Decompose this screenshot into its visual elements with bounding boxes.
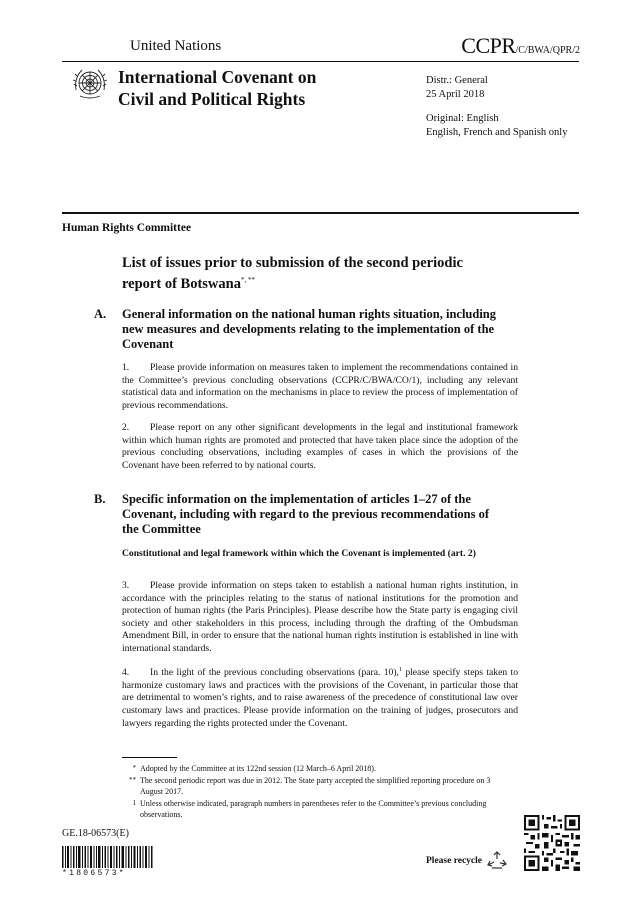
ge-number: GE.18-06573(E) [62,828,129,839]
recycle-icon [486,850,508,872]
paragraph-number: 4. [122,667,130,679]
un-emblem-icon [70,64,110,104]
barcode-icon [62,846,154,868]
section-b-title: Specific information on the implementation of articles 1–27 of the Covenant, including with regard to the previous recommendations of the Committee [122,492,490,536]
recycle-label: Please recycle [426,856,482,866]
paragraph-number: 2. [122,422,130,433]
barcode-number: *1806573* [62,869,126,878]
paragraph-number: 3. [122,580,130,591]
footnote-text: Adopted by the Committee at its 122nd session (12 March–6 April 2018). [140,764,376,773]
document-symbol [461,33,580,59]
title-footnote-marks: *, ** [240,276,255,284]
language-block [426,112,567,140]
section-a-letter: A. [94,307,107,321]
paragraph-2 [122,422,518,472]
footnote [122,775,512,797]
symbol-suffix: /C/BWA/QPR/2 [515,45,580,56]
footnote [122,763,512,774]
footnote-text: Unless otherwise indicated, paragraph numbers in parentheses refer to the Committee’s previous concluding observations. [140,799,487,819]
document-title-line1: List of issues prior to submission of the second periodic [122,255,463,271]
paragraph-number: 1. [122,362,130,373]
subsection-heading: Constitutional and legal framework within which the Covenant is implemented (art. 2) [122,548,476,559]
document-title-line2: report of Botswana [122,275,241,292]
footnote-mark: ** [129,776,136,784]
paragraph-text: Please provide information on measures taken to implement the recommendations contained in the Committee’s previous concluding observations (CCPR/C/BWA/CO/1), including any relevant statistical data and information on the mechanisms in place to review the process of implementation of previous recommendations. [122,362,518,411]
paragraph-text: In the light of the previous concluding observations (para. 10), [150,667,399,679]
distribution: Distr.: General [426,75,488,86]
footnote-mark: * [132,764,136,772]
footnote-ref: 1 [398,667,402,673]
footnote-mark: 1 [132,799,136,807]
section-b-letter: B. [94,492,106,506]
symbol-main: CCPR [461,33,516,58]
covenant-title-line1: International Covenant on [118,67,317,87]
paragraph-text: Please provide information on steps taken to establish a national human rights institution, in accordance with the principles relating to the status of national institutions for the promotion and protection of human rights (the Paris Principles). Please describe how the State party is engaging civil society and other stakeholders in this process, including through the drafting of the Ombudsman Amendment Bill, in order to ensure that the national human rights institution is established in line with international standards. [122,580,518,654]
header-rule [62,61,579,62]
languages: English, French and Spanish only [426,127,568,138]
footnote-rule [122,757,177,758]
paragraph-3 [122,580,518,656]
org-name: United Nations [130,38,222,54]
committee-name: Human Rights Committee [62,222,192,234]
qr-code-icon [524,815,580,871]
section-a-title: General information on the national human rights situation, including new measures and developments relating to the implementation of the Covenant [122,307,497,351]
paragraph-1 [122,362,518,412]
paragraph-text: Please report on any other significant developments in the legal and institutional framework within which human rights are promoted and protected that have taken place since the adoption of the previous concluding observations, including examples of cases in which the provisions of the Covenant have been referred to by national courts. [122,422,518,471]
paragraph-text-continued: please specify steps taken to harmonize customary laws and practices with the provisions of the Covenant, in particular those that are detrimental to women’s rights, and to raise awareness of the precedence of constitutional law over customary laws and practices. Please provide information on the training of judges, prosecutors and lawyers regarding the rights protected under the Covenant. [122,667,518,729]
footnote-text: The second periodic report was due in 2012. The State party accepted the simplified reporting procedure on 3 August 2017. [140,776,491,796]
distribution-block [426,74,488,102]
paragraph-4 [122,664,518,730]
document-title [122,255,542,293]
footnote [122,798,512,820]
covenant-title [118,66,408,110]
issue-date: 25 April 2018 [426,89,485,100]
covenant-title-line2: Civil and Political Rights [118,89,306,109]
original-language: Original: English [426,113,499,124]
section-rule [62,212,579,214]
